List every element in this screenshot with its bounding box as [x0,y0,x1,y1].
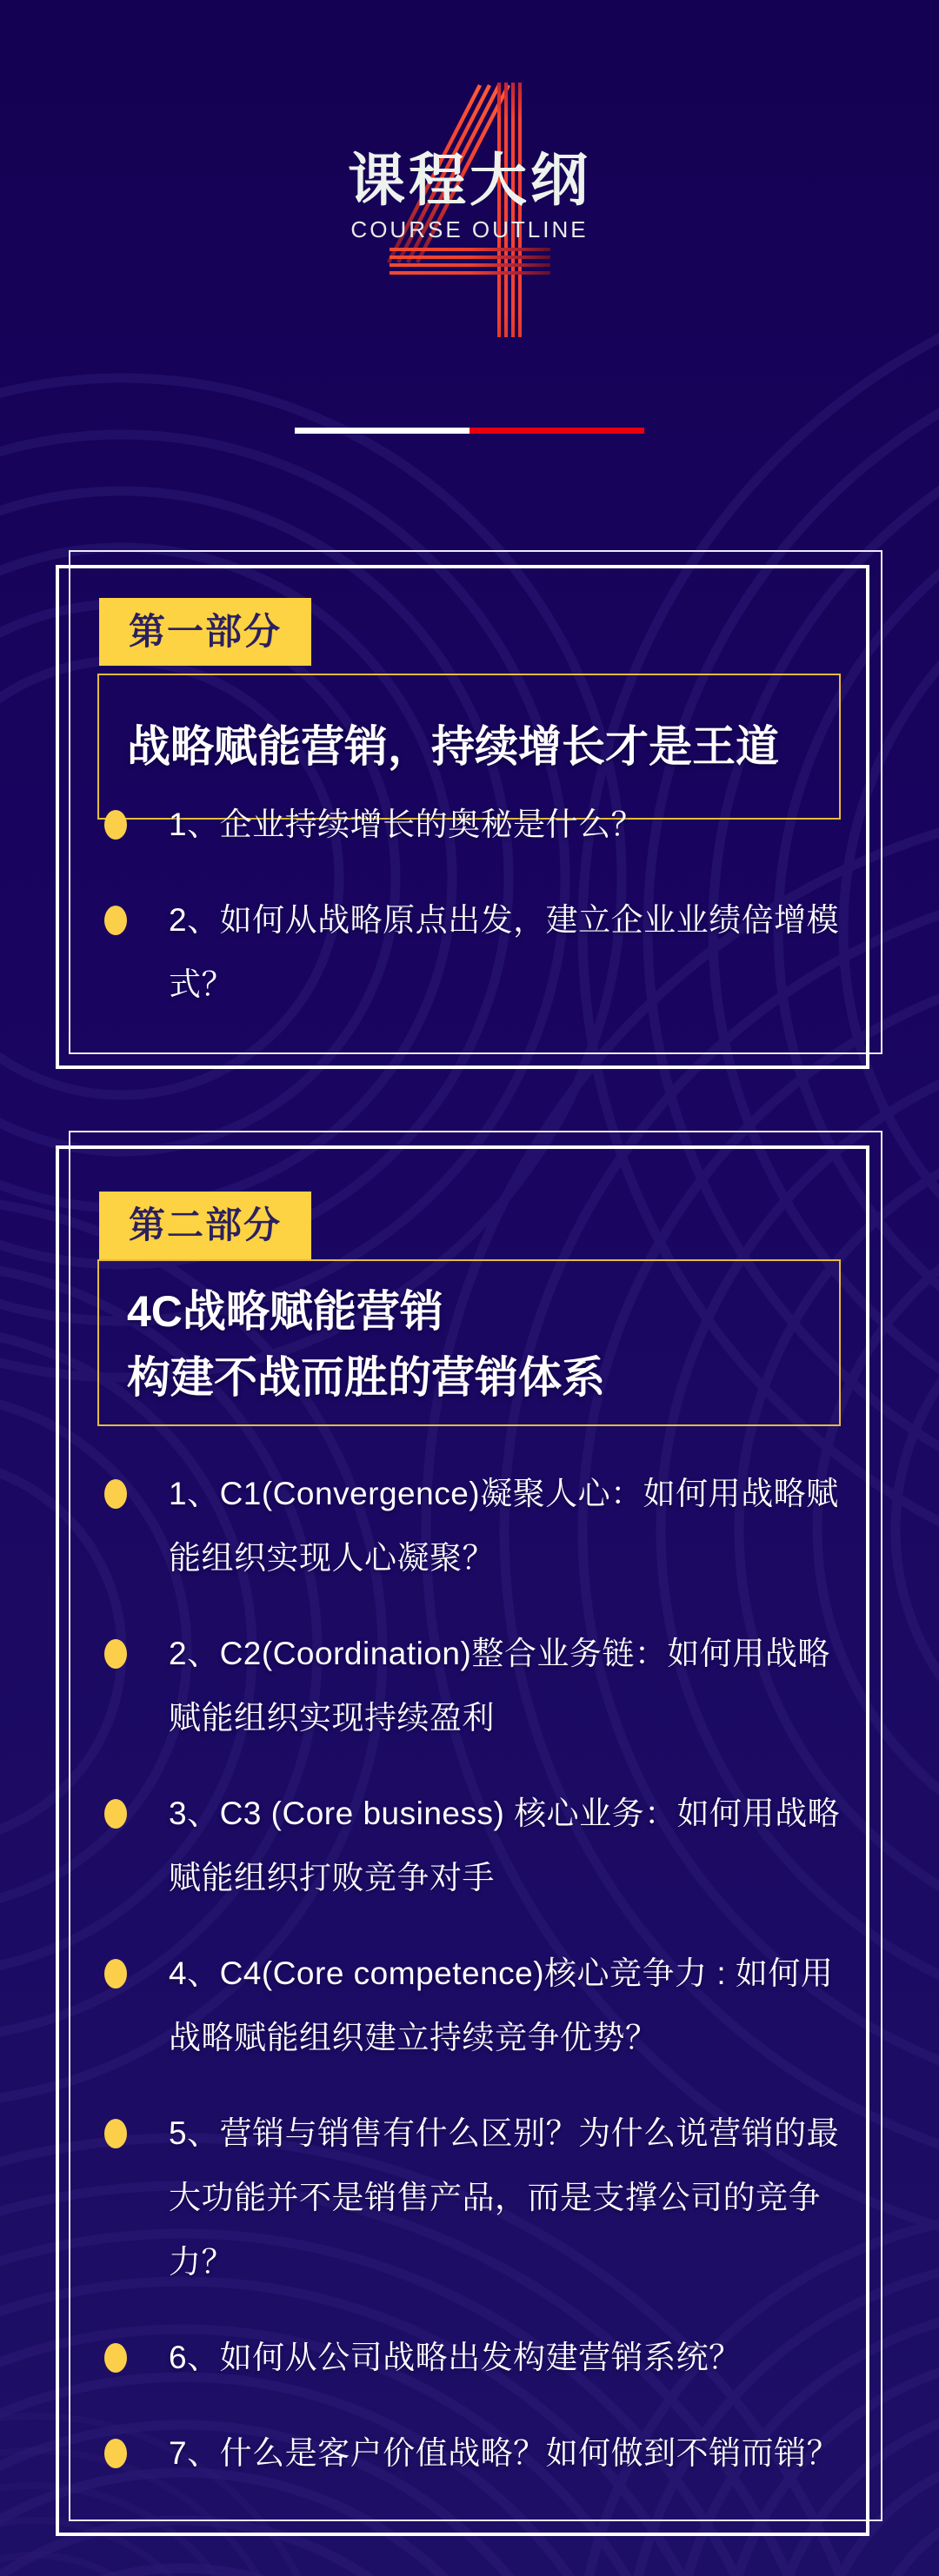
section-1-card [56,565,869,1069]
page-subtitle: COURSE OUTLINE [350,216,589,242]
list-item [104,888,849,1017]
bullet-text: 1、企业持续增长的奥秘是什么？ [169,807,644,842]
list-item [104,2421,849,2486]
bullet-text: 1、C1(Convergence)凝聚人心：如何用战略赋能组织实现人心凝聚？ [169,1476,839,1576]
divider-red-segment [470,428,644,434]
bullet-dot-icon [104,2343,127,2373]
bullet-dot-icon [104,906,127,935]
bullet-dot-icon [104,810,127,840]
section-2-title-line-1: 4C战略赋能营销 [127,1287,443,1336]
divider-white-segment [295,428,470,434]
section-2-title-line-2: 构建不战而胜的营销体系 [127,1353,605,1402]
bullet-text: 7、什么是客户价值战略？如何做到不销而销？ [169,2435,840,2471]
section-1-bullet-list [104,793,849,1048]
bullet-text: 2、C2(Coordination)整合业务链：如何用战略赋能组织实现持续盈利 [169,1636,830,1736]
section-1-badge: 第一部分 [99,598,311,666]
section-2-badge: 第二部分 [99,1192,311,1259]
bullet-text: 2、如何从战略原点出发，建立企业业绩倍增模式？ [169,902,840,1002]
bullet-dot-icon [104,2439,127,2468]
list-item [104,1782,849,1910]
bullet-text: 6、如何从公司战略出发构建营销系统？ [169,2340,742,2375]
list-item [104,1462,849,1590]
section-1-title: 战略赋能营销，持续增长才是王道 [127,722,779,771]
section-2-card [56,1145,869,2536]
section-2-bullet-list [104,1462,849,2517]
list-item [104,793,849,857]
bullet-text: 4、C4(Core competence)核心竞争力 : 如何用战略赋能组织建立持续竞争优势？ [169,1955,834,2055]
bullet-dot-icon [104,1959,127,1988]
list-item [104,1622,849,1750]
list-item [104,2101,849,2294]
bullet-dot-icon [104,1639,127,1669]
list-item [104,2326,849,2390]
bullet-dot-icon [104,1799,127,1829]
bullet-dot-icon [104,2119,127,2148]
bullet-text: 5、营销与销售有什么区别？为什么说营销的最大功能并不是销售产品，而是支撑公司的竞争力？ [169,2115,840,2280]
bullet-text: 3、C3 (Core business) 核心业务：如何用战略赋能组织打败竞争对手 [169,1796,841,1895]
bullet-dot-icon [104,1479,127,1509]
page-title: 课程大纲 [348,148,591,212]
list-item [104,1942,849,2070]
section-2-title-box [97,1259,841,1426]
